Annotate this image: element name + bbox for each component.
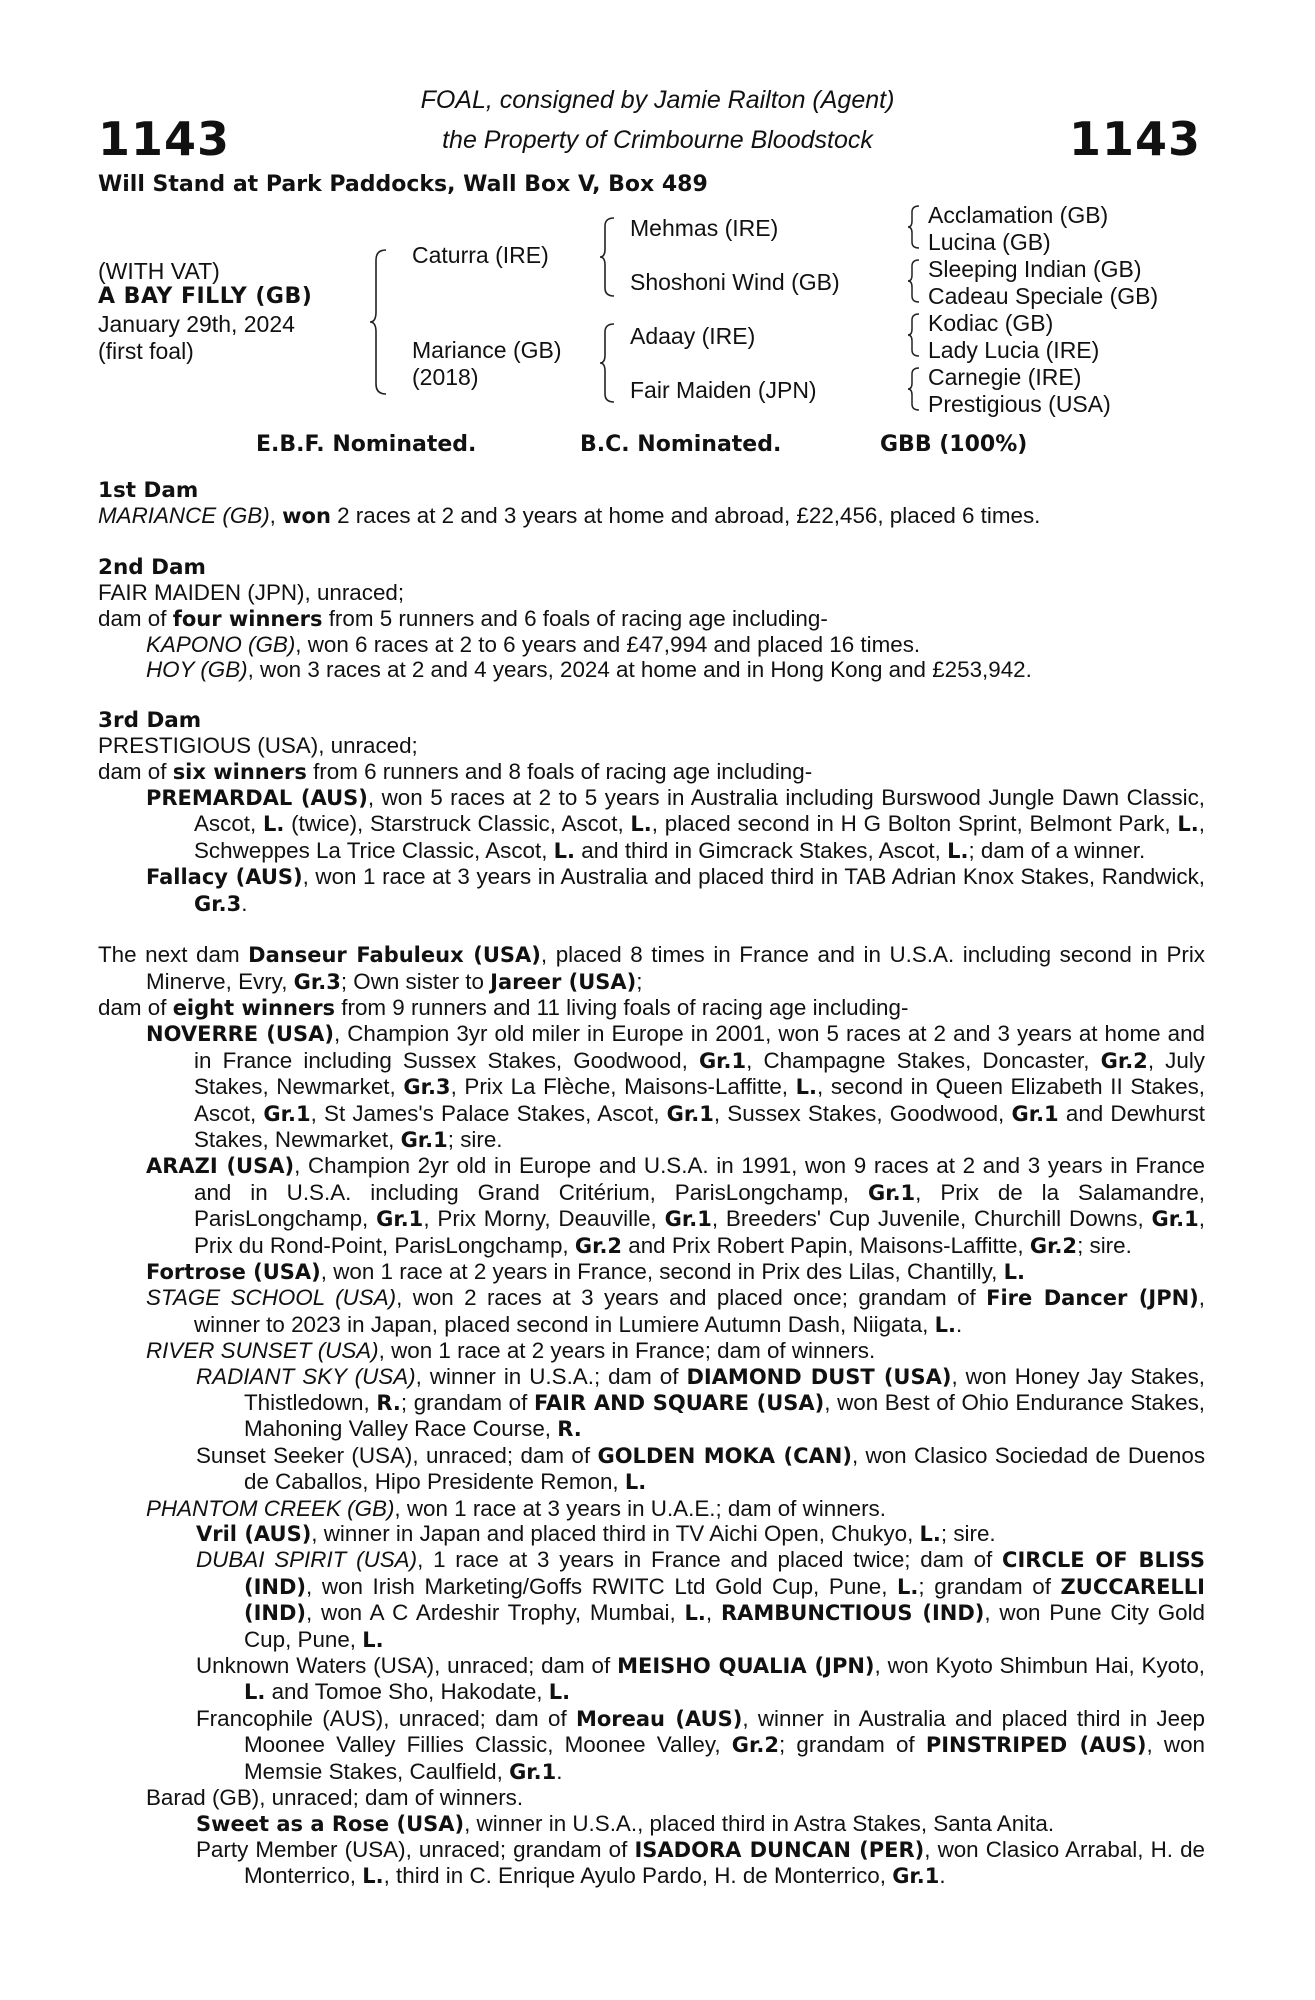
text: , Prix de la Salamandre, ParisLongchamp, — [194, 1179, 1205, 1232]
consign-line-2: the Property of Crimbourne Bloodstock — [442, 126, 873, 154]
horse-name: MEISHO QUALIA (JPN) — [617, 1654, 875, 1679]
text: , won Memsie Stakes, Caulfield, — [244, 1732, 1205, 1784]
grade: L. — [795, 1075, 817, 1100]
grade: L. — [262, 812, 285, 837]
grade: L. — [630, 812, 652, 837]
text: , Champion 2yr old in Europe and U.S.A. in 1991, won 9 races at 2 and 3 years in France and in U.S.A. including Grand Critérium, ParisLongchamp, — [194, 1153, 1206, 1205]
horse-name: Moreau (AUS) — [575, 1706, 743, 1731]
text: from 5 runners and 6 foals of racing age including- — [322, 605, 828, 631]
text: , won 1 race at 3 years in U.A.E.; dam of winners. — [394, 1495, 886, 1521]
grade: Gr.3 — [194, 891, 242, 916]
text: , Schweppes La Trice Classic, Ascot, — [194, 811, 1205, 863]
text: and Dewhurst Stakes, Newmarket, — [194, 1100, 1205, 1152]
grade: R. — [376, 1391, 401, 1415]
progeny-entry — [98, 1021, 1205, 1153]
pedigree-brace-ds — [906, 312, 922, 358]
text: , Champion 3yr old miler in Europe in 2001, won 5 races at 2 and 3 years at home and in France including Sussex Stakes, Goodwood, — [194, 1021, 1205, 1073]
grade: Gr.1 — [664, 1207, 712, 1232]
won-label: won — [282, 504, 331, 529]
progeny-entry — [98, 1285, 1205, 1338]
dd-dam: Prestigious (USA) — [928, 391, 1111, 417]
text: , St James's Palace Stakes, Ascot, — [310, 1100, 667, 1126]
pedigree-brace-dam — [598, 322, 618, 404]
horse-name: Fallacy (AUS) — [146, 865, 303, 890]
horse-name: PREMARDAL (AUS) — [146, 786, 368, 811]
grade: Gr.1 — [666, 1101, 714, 1126]
text: The next dam — [98, 942, 249, 968]
grade: R. — [557, 1417, 582, 1442]
text: , won 3 races at 2 and 4 years, 2024 at home and in Hong Kong and £253,942. — [247, 657, 1032, 683]
grade: Gr.1 — [400, 1127, 448, 1152]
pedigree-brace-ss — [906, 204, 922, 250]
sire-sire: Mehmas (IRE) — [630, 215, 779, 241]
horse-name: CIRCLE OF BLISS (IND) — [244, 1548, 1205, 1599]
progeny-entry — [98, 864, 1205, 917]
text: . — [955, 1311, 963, 1337]
text: , won Clasico Sociedad de Duenos de Caballos, Hipo Presidente Remon, — [244, 1442, 1206, 1495]
horse-name: ARAZI (USA) — [146, 1154, 295, 1179]
horse-name: Sweet as a Rose (USA) — [196, 1811, 465, 1836]
text: Francophile (AUS), unraced; dam of — [196, 1705, 576, 1731]
lot-number-left: 1143 — [98, 112, 231, 166]
pedigree-brace-dd — [906, 366, 922, 412]
sd-sire: Sleeping Indian (GB) — [928, 256, 1142, 282]
horse-name: RADIANT SKY (USA) — [196, 1363, 416, 1389]
text: , won 1 race at 2 years in France, second in Prix des Lilas, Chantilly, — [320, 1258, 1004, 1284]
grade: Gr.1 — [509, 1759, 557, 1784]
horse-name: FAIR AND SQUARE (USA) — [533, 1391, 825, 1415]
horse-name: DUBAI SPIRIT (USA) — [196, 1547, 418, 1573]
text: , winner in U.S.A.; dam of — [415, 1363, 687, 1389]
progeny-entry — [98, 1837, 1205, 1890]
text: , won A C Ardeshir Trophy, Mumbai, — [306, 1600, 685, 1626]
ds-sire: Kodiac (GB) — [928, 310, 1054, 336]
text: and third in Gimcrack Stakes, Ascot, — [575, 837, 948, 863]
grade: Gr.1 — [892, 1864, 940, 1889]
horse-name: DIAMOND DUST (USA) — [686, 1364, 952, 1389]
text: , third in C. Enrique Ayulo Pardo, H. de Monterrico, — [383, 1863, 893, 1889]
stand-location: Will Stand at Park Paddocks, Wall Box V, Box 489 — [98, 172, 708, 197]
second-dam-heading: 2nd Dam — [98, 554, 206, 580]
text: 2 races at 2 and 3 years at home and abroad, £22,456, placed 6 times. — [330, 503, 1041, 529]
sire-dam: Shoshoni Wind (GB) — [630, 269, 840, 295]
text: , winner in U.S.A., placed third in Astra Stakes, Santa Anita. — [464, 1810, 1055, 1836]
progeny-entry — [98, 1364, 1205, 1443]
grade: Gr.2 — [731, 1733, 779, 1758]
text: ; — [636, 968, 643, 994]
horse-name: Vril (AUS) — [196, 1522, 312, 1547]
text: dam of — [98, 758, 173, 784]
horse-name: Jareer (USA) — [490, 969, 637, 994]
grade: Gr.3 — [293, 969, 341, 994]
text: from 6 runners and 8 foals of racing age including- — [306, 758, 813, 784]
first-dam-entry — [98, 503, 1205, 529]
text: Unknown Waters (USA), unraced; dam of — [196, 1653, 618, 1679]
text: , won 5 races at 2 to 5 years in Australia including Burswood Jungle Dawn Classic, Ascot, — [194, 785, 1205, 837]
next-dam-produce — [98, 995, 1205, 1021]
text: , second in Queen Elizabeth II Stakes, Ascot, — [194, 1074, 1205, 1126]
grade: L. — [362, 1627, 384, 1652]
grade: Gr.1 — [698, 1048, 747, 1073]
foal-note: (first foal) — [98, 338, 194, 364]
horse-name: RIVER SUNSET (USA) — [146, 1338, 379, 1364]
text: , Prix du Rond-Point, ParisLongchamp, — [194, 1206, 1205, 1258]
grade: Gr.1 — [1151, 1207, 1199, 1232]
gbb-status: GBB (100%) — [880, 432, 1028, 457]
grade: L. — [919, 1522, 941, 1547]
second-dam-line: FAIR MAIDEN (JPN), unraced; — [98, 580, 405, 606]
grade: Gr.1 — [376, 1207, 424, 1232]
progeny-entry — [98, 1259, 1205, 1285]
text: ; grandam of — [918, 1573, 1061, 1599]
next-dam-entry — [98, 942, 1205, 995]
grade: L. — [934, 1312, 956, 1337]
text: , Prix Morny, Deauville, — [423, 1206, 665, 1232]
text: , placed second in H G Bolton Sprint, Belmont Park, — [651, 811, 1178, 837]
text: and Prix Robert Papin, Maisons-Laffitte, — [622, 1232, 1030, 1258]
first-dam-heading: 1st Dam — [98, 478, 199, 503]
dam-sire: Adaay (IRE) — [630, 323, 756, 349]
text: , won Best of Ohio Endurance Stakes, Mahoning Valley Race Course, — [244, 1390, 1205, 1442]
grade: L. — [244, 1680, 266, 1705]
text: , Champagne Stakes, Doncaster, — [746, 1047, 1101, 1073]
text: , Prix La Flèche, Maisons-Laffitte, — [450, 1074, 796, 1100]
consign-line-1: FOAL, consigned by Jamie Railton (Agent) — [420, 86, 895, 114]
grade: Gr.2 — [574, 1233, 623, 1258]
grade: L. — [1003, 1259, 1025, 1284]
ebf-nomination: E.B.F. Nominated. — [256, 432, 477, 457]
foal-dob: January 29th, 2024 — [98, 311, 295, 337]
horse-name: RAMBUNCTIOUS (IND) — [720, 1601, 985, 1626]
winner-count: eight winners — [172, 995, 336, 1020]
foal-name: A BAY FILLY (GB) — [98, 284, 313, 309]
second-dam-produce — [98, 606, 1205, 632]
sd-dam: Cadeau Speciale (GB) — [928, 283, 1159, 309]
text: ; Own sister to — [340, 968, 491, 994]
lot-number-right: 1143 — [1068, 112, 1201, 166]
horse-name: NOVERRE (USA) — [146, 1022, 334, 1047]
horse-name: Danseur Fabuleux (USA) — [248, 943, 541, 968]
grade: L. — [553, 838, 576, 863]
third-dam-line: PRESTIGIOUS (USA), unraced; — [98, 733, 418, 759]
winner-count: four winners — [172, 606, 323, 631]
horse-name: STAGE SCHOOL (USA) — [146, 1285, 397, 1311]
text: ; grandam of — [400, 1390, 534, 1415]
grade: L. — [548, 1680, 571, 1705]
text: , won Clasico Arrabal, H. de Monterrico, — [244, 1836, 1206, 1889]
text: , winner to 2023 in Japan, placed second in Lumiere Autumn Dash, Niigata, — [194, 1285, 1206, 1337]
grade: L. — [624, 1470, 647, 1495]
progeny-entry — [98, 657, 1205, 682]
horse-name: KAPONO (GB) — [146, 632, 296, 658]
text: , — [705, 1600, 721, 1626]
grade: Gr.2 — [1029, 1233, 1078, 1258]
progeny-entry: Barad (GB), unraced; dam of winners. — [146, 1785, 524, 1811]
text: , won Honey Jay Stakes, Thistledown, — [244, 1363, 1206, 1415]
text: , won Irish Marketing/Goffs RWITC Ltd Gold Cup, Pune, — [306, 1573, 898, 1599]
grade: L. — [684, 1601, 706, 1626]
pedigree-brace-sire — [598, 216, 618, 298]
winner-count: six winners — [172, 759, 307, 784]
grade: L. — [362, 1864, 384, 1889]
progeny-entry — [98, 1706, 1205, 1785]
ss-dam: Lucina (GB) — [928, 229, 1051, 255]
text: , won 6 races at 2 to 6 years and £47,994 and placed 16 times. — [295, 632, 921, 658]
sire-name: Caturra (IRE) — [412, 242, 549, 268]
text: ; sire. — [447, 1126, 503, 1152]
text: . — [939, 1863, 946, 1889]
dam-dam: Fair Maiden (JPN) — [630, 377, 817, 403]
dd-sire: Carnegie (IRE) — [928, 364, 1082, 390]
text: ; dam of a winner. — [968, 837, 1146, 863]
horse-name: Fortrose (USA) — [146, 1259, 321, 1284]
text: , won 2 races at 3 years and placed once; grandam of — [396, 1285, 987, 1311]
progeny-entry — [98, 1153, 1205, 1259]
consignor-block — [0, 80, 1315, 160]
progeny-entry — [98, 632, 1205, 657]
horse-name: HOY (GB) — [146, 657, 248, 683]
horse-name: PINSTRIPED (AUS) — [925, 1733, 1147, 1758]
progeny-entry — [98, 785, 1205, 864]
text: . — [241, 890, 248, 916]
text: Party Member (USA), unraced; grandam of — [196, 1836, 635, 1862]
text: and Tomoe Sho, Hakodate, — [265, 1679, 549, 1705]
foal-vat: (WITH VAT) — [98, 258, 220, 284]
ss-sire: Acclamation (GB) — [928, 202, 1109, 228]
catalogue-body — [98, 478, 1205, 1890]
text: , winner in Australia and placed third in Jeep Moonee Valley Fillies Classic, Moonee Valley, — [244, 1705, 1205, 1758]
progeny-entry — [98, 1496, 1205, 1521]
horse-name: Fire Dancer (JPN) — [986, 1286, 1199, 1311]
progeny-entry — [98, 1653, 1205, 1706]
text: , — [269, 503, 283, 529]
progeny-entry — [98, 1521, 1205, 1547]
first-dam-name: MARIANCE (GB) — [98, 503, 270, 529]
text: , won 1 race at 3 years in Australia and placed third in TAB Adrian Knox Stakes, Randwick, — [302, 864, 1205, 890]
text: , Sussex Stakes, Goodwood, — [713, 1100, 1012, 1126]
text: , Breeders' Cup Juvenile, Churchill Downs, — [711, 1206, 1152, 1232]
text: from 9 runners and 11 living foals of racing age including- — [335, 994, 909, 1020]
ds-dam: Lady Lucia (IRE) — [928, 337, 1100, 363]
text: , placed 8 times in France and in U.S.A. including second in Prix Minerve, Evry, — [146, 942, 1205, 994]
pedigree-brace-foal — [368, 248, 392, 396]
grade: Gr.3 — [403, 1075, 451, 1100]
text: , won 1 race at 2 years in France; dam of winners. — [378, 1338, 876, 1364]
grade: Gr.2 — [1100, 1048, 1148, 1073]
text: ; sire. — [940, 1521, 996, 1547]
progeny-entry — [98, 1338, 1205, 1363]
grade: Gr.1 — [867, 1180, 916, 1205]
pedigree-brace-sd — [906, 258, 922, 304]
text: , won Kyoto Shimbun Hai, Kyoto, — [874, 1653, 1205, 1679]
progeny-entry — [98, 1811, 1205, 1837]
horse-name: GOLDEN MOKA (CAN) — [597, 1443, 852, 1468]
grade: Gr.1 — [263, 1101, 311, 1126]
text: , won Pune City Gold Cup, Pune, — [244, 1600, 1206, 1652]
bc-nomination: B.C. Nominated. — [580, 432, 782, 457]
text: , 1 race at 3 years in France and placed twice; dam of — [417, 1547, 1003, 1573]
grade: L. — [897, 1574, 919, 1599]
horse-name: ISADORA DUNCAN (PER) — [634, 1837, 925, 1862]
progeny-entry — [98, 1443, 1205, 1496]
horse-name: ZUCCARELLI (IND) — [244, 1574, 1205, 1626]
grade: Gr.1 — [1011, 1101, 1059, 1126]
third-dam-heading: 3rd Dam — [98, 707, 202, 733]
text: dam of — [98, 994, 173, 1020]
text: ; grandam of — [779, 1732, 926, 1758]
grade: L. — [1177, 812, 1199, 837]
text: Sunset Seeker (USA), unraced; dam of — [196, 1442, 598, 1468]
progeny-entry — [98, 1547, 1205, 1653]
dam-year: (2018) — [412, 364, 479, 390]
horse-name: PHANTOM CREEK (GB) — [146, 1495, 395, 1521]
text: dam of — [98, 605, 173, 631]
text: ; sire. — [1077, 1232, 1132, 1258]
grade: L. — [947, 838, 969, 863]
text: , July Stakes, Newmarket, — [194, 1047, 1205, 1100]
dam-name: Mariance (GB) — [412, 337, 562, 363]
text: (twice), Starstruck Classic, Ascot, — [284, 811, 631, 837]
third-dam-produce — [98, 759, 1205, 785]
text: , winner in Japan and placed third in TV Aichi Open, Chukyo, — [311, 1521, 920, 1547]
text: . — [556, 1758, 563, 1784]
